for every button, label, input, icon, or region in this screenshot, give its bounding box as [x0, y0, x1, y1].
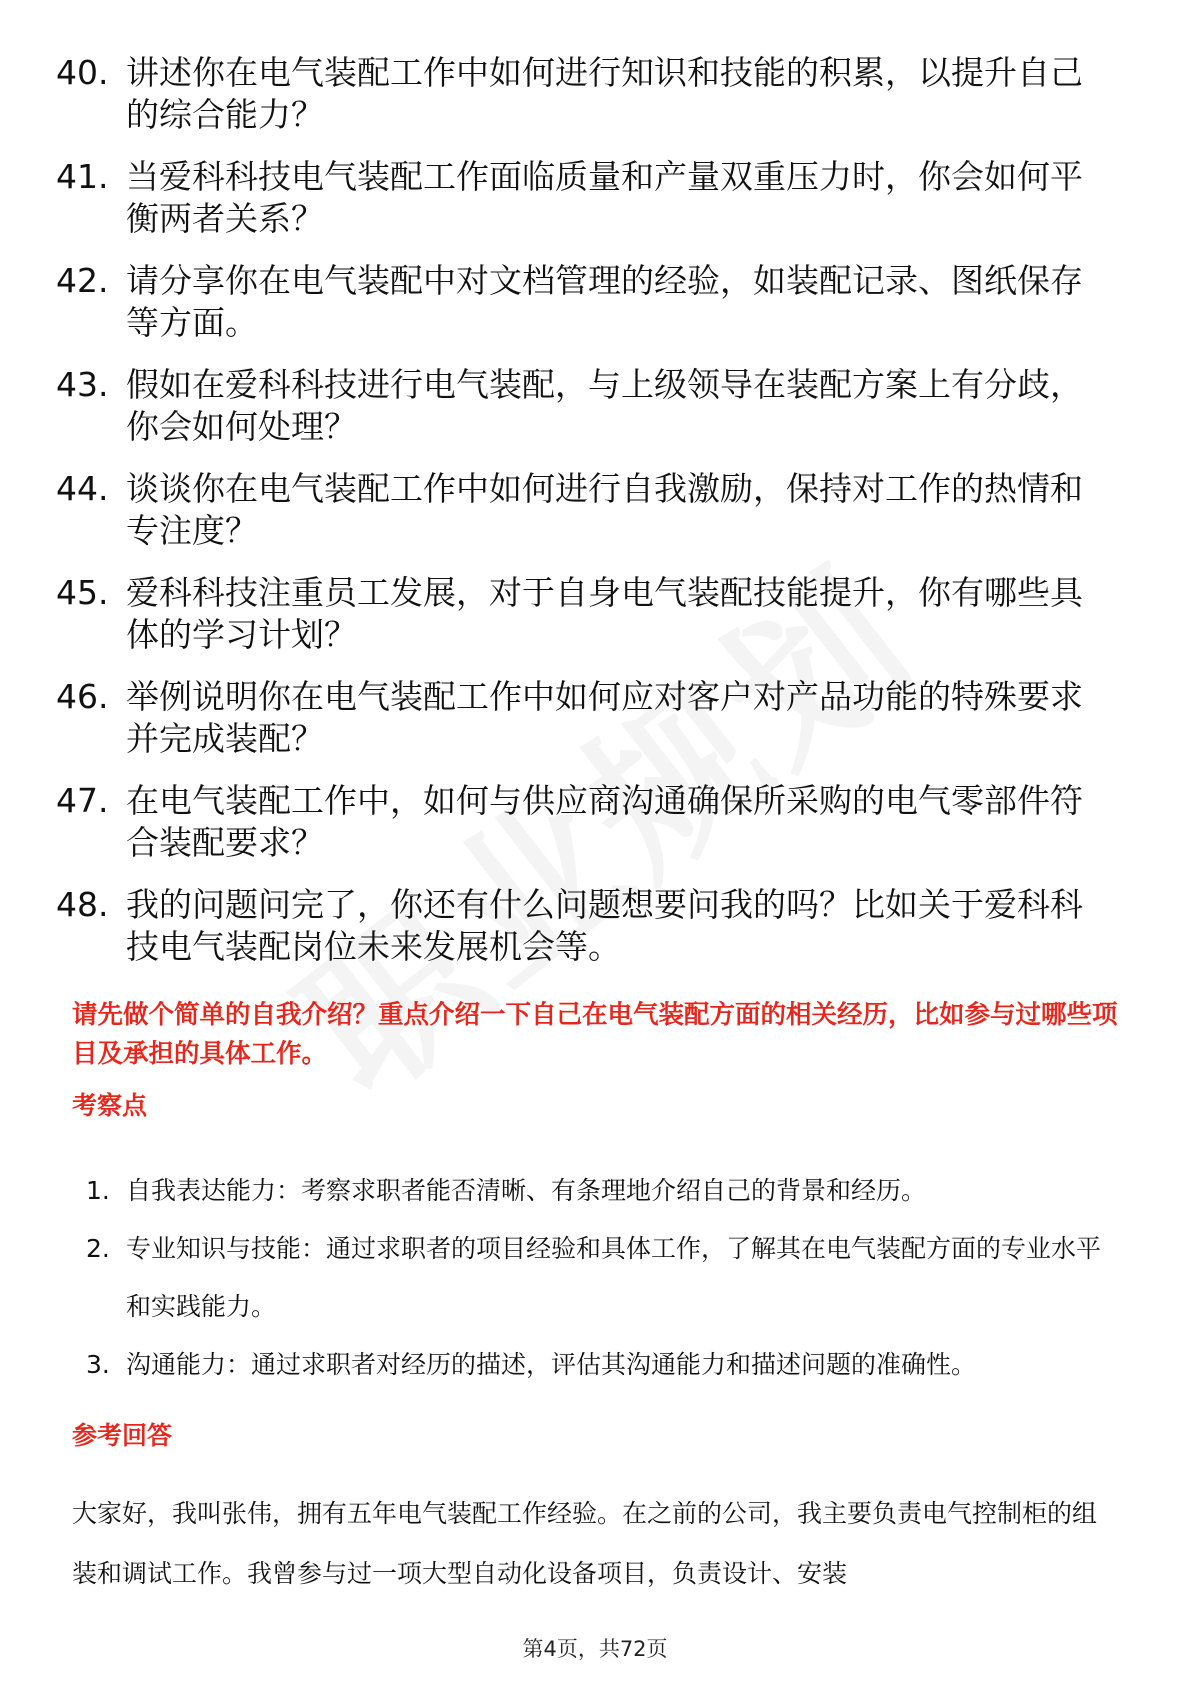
- question-text: 举例说明你在电气装配工作中如何应对客户对产品功能的特殊要求并完成装配？: [126, 677, 1083, 758]
- question-number: 45.: [56, 573, 109, 612]
- question-item: [0, 468, 1190, 552]
- question-text: 假如在爱科科技进行电气装配，与上级领导在装配方案上有分歧，你会如何处理？: [126, 365, 1083, 446]
- point-number: 1.: [86, 1176, 110, 1205]
- question-text: 在电气装配工作中，如何与供应商沟通确保所采购的电气零部件符合装配要求？: [126, 781, 1083, 862]
- point-item: [0, 1336, 1190, 1394]
- point-text: 沟通能力：通过求职者对经历的描述，评估其沟通能力和描述问题的准确性。: [126, 1350, 977, 1379]
- question-item: [0, 260, 1190, 344]
- points-section-title: 考察点: [72, 1091, 148, 1120]
- question-number: 47.: [56, 781, 109, 820]
- point-item: [0, 1220, 1190, 1336]
- question-item: [0, 156, 1190, 240]
- question-number: 46.: [56, 677, 109, 716]
- question-item: [0, 572, 1190, 656]
- question-text: 讲述你在电气装配工作中如何进行知识和技能的积累，以提升自己的综合能力？: [126, 53, 1083, 134]
- question-item: [0, 884, 1190, 968]
- question-number: 41.: [56, 157, 109, 196]
- question-number: 42.: [56, 261, 109, 300]
- question-number: 43.: [56, 365, 109, 404]
- point-item: [0, 1162, 1190, 1220]
- point-text: 专业知识与技能：通过求职者的项目经验和具体工作，了解其在电气装配方面的专业水平和实践能力。: [126, 1234, 1102, 1321]
- question-text: 当爱科科技电气装配工作面临质量和产量双重压力时，你会如何平衡两者关系？: [126, 157, 1083, 238]
- point-text: 自我表达能力：考察求职者能否清晰、有条理地介绍自己的背景和经历。: [126, 1176, 927, 1205]
- question-list: [0, 52, 1190, 988]
- question-item: [0, 780, 1190, 864]
- question-item: [0, 676, 1190, 760]
- question-text: 爱科科技注重员工发展，对于自身电气装配技能提升，你有哪些具体的学习计划？: [126, 573, 1083, 654]
- answer-section-title: 参考回答: [72, 1421, 173, 1450]
- point-number: 3.: [86, 1350, 110, 1379]
- points-list: [0, 1162, 1190, 1394]
- question-number: 48.: [56, 885, 109, 924]
- question-item: [0, 52, 1190, 136]
- point-number: 2.: [86, 1234, 110, 1263]
- question-number: 44.: [56, 469, 109, 508]
- highlight-question: 请先做个简单的自我介绍？重点介绍一下自己在电气装配方面的相关经历，比如参与过哪些项目及承担的具体工作。: [72, 1000, 1118, 1069]
- answer-paragraph: 大家好，我叫张伟，拥有五年电气装配工作经验。在之前的公司，我主要负责电气控制柜的组装和调试工作。我曾参与过一项大型自动化设备项目，负责设计、安装: [72, 1499, 1098, 1588]
- question-item: [0, 364, 1190, 448]
- page-footer: 第4页，共72页: [522, 1637, 668, 1661]
- question-text: 我的问题问完了，你还有什么问题想要问我的吗？比如关于爱科科技电气装配岗位未来发展机会等。: [126, 885, 1083, 966]
- question-text: 请分享你在电气装配中对文档管理的经验，如装配记录、图纸保存等方面。: [126, 261, 1083, 342]
- question-number: 40.: [56, 53, 109, 92]
- question-text: 谈谈你在电气装配工作中如何进行自我激励，保持对工作的热情和专注度？: [126, 469, 1083, 550]
